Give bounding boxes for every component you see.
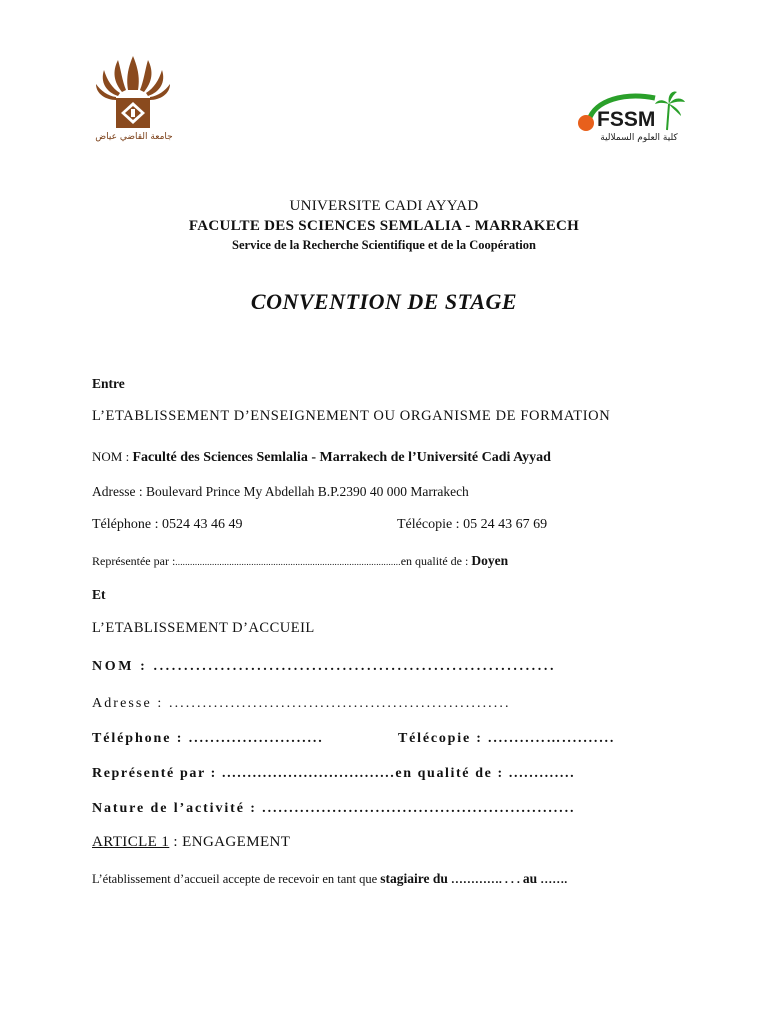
etab-ens-telecopie: Télécopie : 05 24 43 67 69: [397, 517, 548, 532]
university-logo: [88, 48, 178, 148]
stage-end-field[interactable]: …….: [537, 872, 568, 886]
etab-ens-nom: [92, 449, 551, 466]
article1-heading: [92, 834, 290, 851]
etab-acc-nom-field[interactable]: NOM : ..................................................................: [92, 659, 557, 674]
etab-acc-adresse-field[interactable]: Adresse : .............................................................: [92, 696, 511, 711]
etab-enseignement-heading: L’ETABLISSEMENT D’ENSEIGNEMENT OU ORGANISME DE FORMATION: [92, 408, 611, 424]
stage-start-field[interactable]: …………. . . .: [447, 872, 523, 886]
au-label: au: [522, 871, 538, 886]
represente-label: Représentée par :: [92, 554, 176, 568]
etab-acc-represente-field[interactable]: Représenté par : ..................................: [92, 766, 396, 781]
etab-acc-qualite-field[interactable]: en qualité de : .............: [395, 766, 576, 781]
nom-label: NOM :: [92, 449, 133, 464]
etab-ens-telephone: Téléphone : 0524 43 46 49: [92, 517, 243, 532]
university-name: UNIVERSITE CADI AYYAD: [289, 198, 479, 214]
represente-dots: ............................................................................................: [175, 557, 401, 567]
etab-accueil-heading: L’ETABLISSEMENT D’ACCUEIL: [92, 620, 315, 636]
article1-text-start: L’établissement d’accueil accepte de recevoir en tant que: [92, 872, 381, 886]
qualite-value: Doyen: [471, 553, 509, 568]
fssm-logo: [575, 90, 690, 150]
etab-acc-telephone-field[interactable]: Téléphone : .........................: [92, 731, 324, 746]
etab-acc-telecopie-field[interactable]: Télécopie : ...........…..........: [398, 731, 616, 746]
etab-ens-represente: [92, 553, 508, 569]
article1-label: ARTICLE 1: [92, 834, 170, 850]
etab-ens-adresse: Adresse : Boulevard Prince My Abdellah B.P.2390 40 000 Marrakech: [92, 484, 469, 499]
faculty-name: FACULTE DES SCIENCES SEMLALIA - MARRAKECH: [188, 218, 580, 234]
et-label: Et: [92, 587, 106, 602]
stagiaire-label: stagiaire du: [380, 871, 448, 886]
qualite-label: en qualité de :: [400, 554, 472, 568]
article1-text: [92, 871, 567, 887]
university-logo-caption: جامعة القاضي عياض: [95, 132, 173, 142]
article1-title: : ENGAGEMENT: [169, 834, 291, 850]
service-name: Service de la Recherche Scientifique et de la Coopération: [232, 238, 536, 252]
nom-value: Faculté des Sciences Semlalia - Marrakech de l’Université Cadi Ayyad: [132, 450, 551, 465]
entre-label: Entre: [92, 376, 125, 391]
fssm-logo-caption: كلية العلوم السملالية: [600, 133, 678, 143]
document-title: CONVENTION DE STAGE: [250, 289, 518, 314]
etab-acc-nature-field[interactable]: Nature de l’activité : ..........................................................: [92, 801, 576, 816]
fssm-logo-text: FSSM: [597, 108, 656, 131]
etab-acc-represente-row: [92, 766, 575, 782]
